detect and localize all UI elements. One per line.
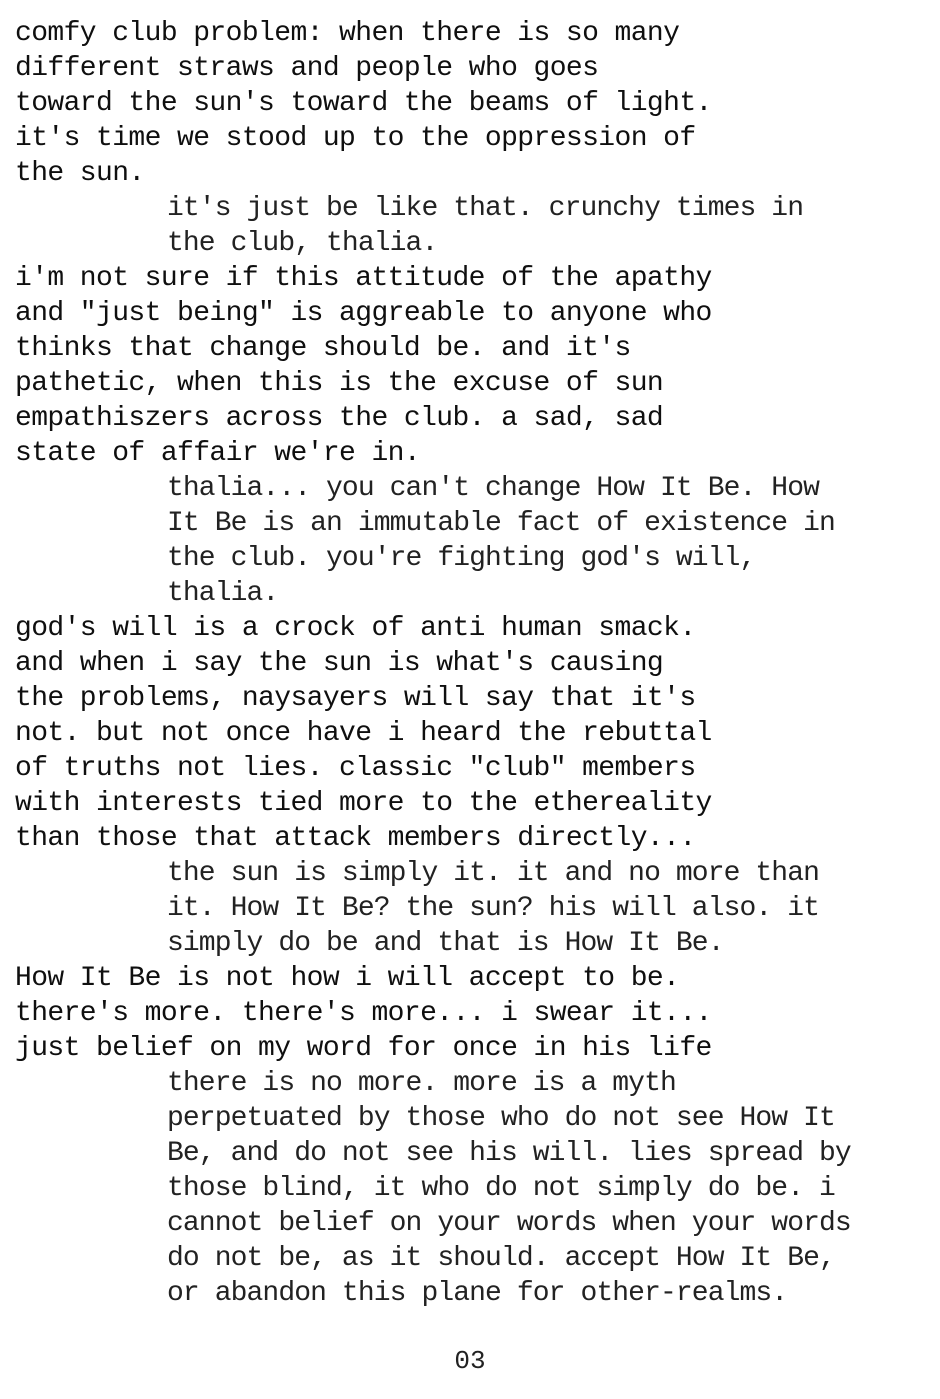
text-line: it. How It Be? the sun? his will also. it xyxy=(167,893,820,924)
text-line: the sun is simply it. it and no more than xyxy=(167,858,820,889)
text-line: Be, and do not see his will. lies spread by xyxy=(167,1138,851,1169)
text-line: or abandon this plane for other-realms. xyxy=(167,1278,788,1309)
text-line: It Be is an immutable fact of existence in xyxy=(167,508,835,539)
text-line: do not be, as it should. accept How It Be, xyxy=(167,1243,835,1274)
text-line: it's just be like that. crunchy times in xyxy=(167,193,804,224)
text-line: i'm not sure if this attitude of the apathy xyxy=(15,263,712,294)
text-line: pathetic, when this is the excuse of sun xyxy=(15,368,664,399)
text-line: state of affair we're in. xyxy=(15,438,421,469)
text-line: of truths not lies. classic "club" members xyxy=(15,753,696,784)
paragraph-indented xyxy=(15,191,930,261)
text-line: not. but not once have i heard the rebuttal xyxy=(15,718,712,749)
text-line: there's more. there's more... i swear it... xyxy=(15,998,712,1029)
text-line: it's time we stood up to the oppression of xyxy=(15,123,696,154)
text-line: empathiszers across the club. a sad, sad xyxy=(15,403,664,434)
text-line: the problems, naysayers will say that it's xyxy=(15,683,696,714)
text-line: the club, thalia. xyxy=(167,228,438,259)
text-line: simply do be and that is How It Be. xyxy=(167,928,724,959)
paragraph-flush xyxy=(15,16,930,191)
page-number: 03 xyxy=(454,1346,486,1376)
paragraph-indented xyxy=(15,471,930,611)
text-line: there is no more. more is a myth xyxy=(167,1068,676,1099)
paragraph-indented xyxy=(15,856,930,961)
text-line: How It Be is not how i will accept to be. xyxy=(15,963,680,994)
dialogue-text xyxy=(15,16,930,1311)
text-line: perpetuated by those who do not see How It xyxy=(167,1103,835,1134)
text-line: those blind, it who do not simply do be. i xyxy=(167,1173,835,1204)
paragraph-indented xyxy=(15,1066,930,1311)
text-line: and "just being" is aggreable to anyone who xyxy=(15,298,712,329)
text-line: comfy club problem: when there is so many xyxy=(15,18,680,49)
text-line: thalia. xyxy=(167,578,279,609)
text-line: thalia... you can't change How It Be. How xyxy=(167,473,820,504)
text-line: and when i say the sun is what's causing xyxy=(15,648,664,679)
text-line: just belief on my word for once in his life xyxy=(15,1033,712,1064)
paragraph-flush xyxy=(15,961,930,1066)
text-line: than those that attack members directly... xyxy=(15,823,696,854)
text-line: the club. you're fighting god's will, xyxy=(167,543,756,574)
text-line: different straws and people who goes xyxy=(15,53,599,84)
text-line: god's will is a crock of anti human smack. xyxy=(15,613,696,644)
paragraph-flush xyxy=(15,261,930,471)
text-line: thinks that change should be. and it's xyxy=(15,333,631,364)
text-line: the sun. xyxy=(15,158,145,189)
text-line: toward the sun's toward the beams of light. xyxy=(15,88,712,119)
paragraph-flush xyxy=(15,611,930,856)
text-line: with interests tied more to the ethereality xyxy=(15,788,712,819)
text-line: cannot belief on your words when your words xyxy=(167,1208,851,1239)
